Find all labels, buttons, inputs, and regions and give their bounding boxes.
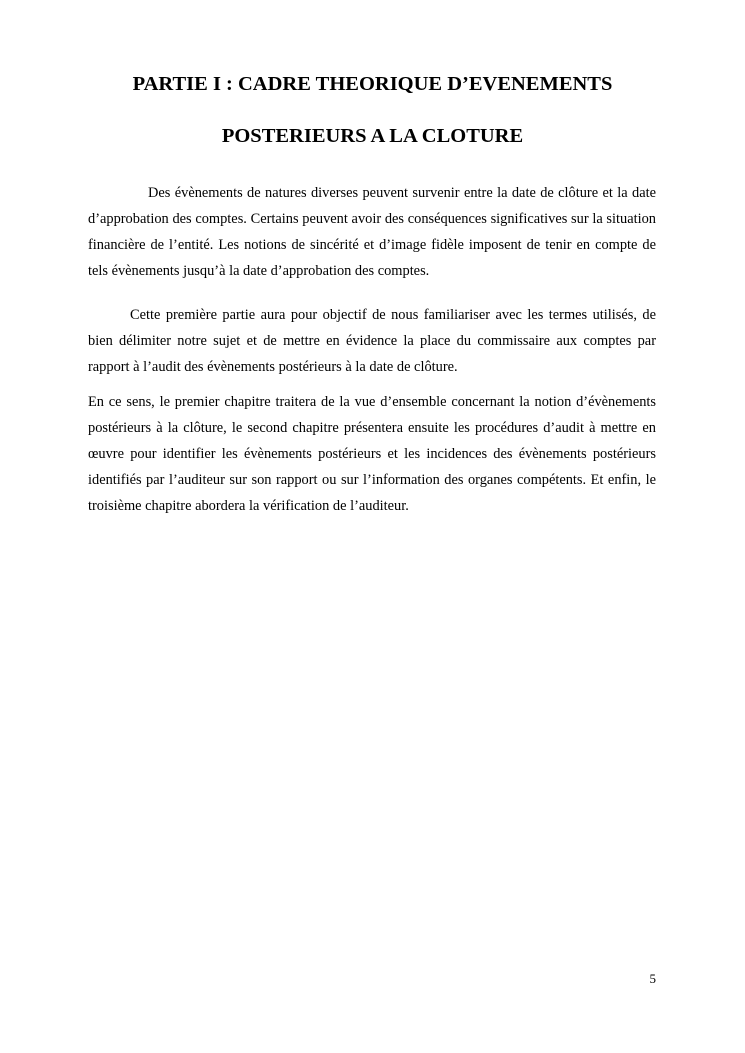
page-number: 5 (649, 971, 656, 986)
outline-paragraph: En ce sens, le premier chapitre traitera de la vue d’ensemble concernant la notion d’évènements postérieurs à la clôture, le second chapitre présentera ensuite les procédures d’audit à mettre en œuvre pour identifier les évènements postérieurs et les incidences des évènements postérieurs identifiés par l’auditeur sur son rapport ou sur l’information des organes compétents. Et enfin, le troisième chapitre abordera la vérification de l’auditeur. (88, 394, 656, 514)
part-title-line-2: POSTERIEURS A LA CLOTURE (221, 125, 524, 147)
objective-paragraph: Cette première partie aura pour objectif de nous familiariser avec les termes utilisés, de bien délimiter notre sujet et de mettre en évidence la place du commissaire aux comptes par rapport à l’audit des évènements postérieurs à la date de clôture. (88, 307, 656, 375)
intro-paragraph: Des évènements de natures diverses peuvent survenir entre la date de clôture et la date d’approbation des comptes. Certains peuvent avoir des conséquences significatives sur la situation financière de l’entité. Les notions de sincérité et d’image fidèle imposent de tenir en compte de tels évènements jusqu’à la date d’approbation des comptes. (88, 185, 656, 279)
part-title-line-1: PARTIE I : CADRE THEORIQUE D’EVENEMENTS (132, 73, 613, 95)
